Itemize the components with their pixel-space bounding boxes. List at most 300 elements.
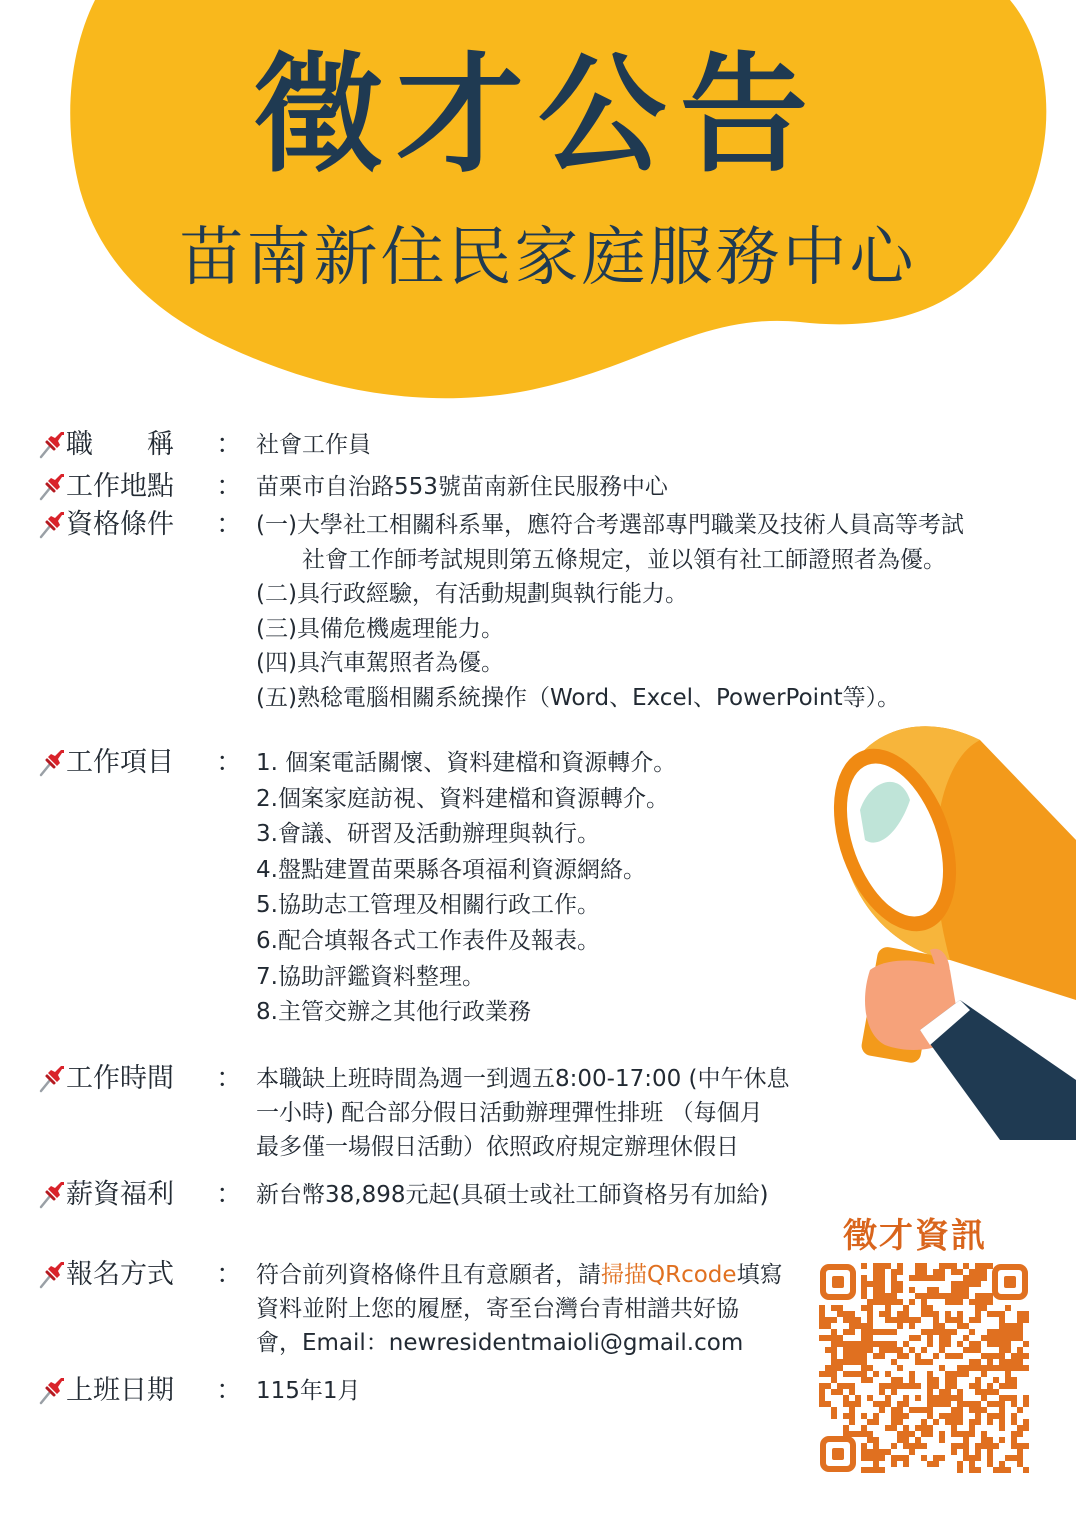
qr-module [879, 1293, 885, 1299]
qr-module [1011, 1443, 1017, 1449]
organization-name: 苗南新住民家庭服務中心 [179, 221, 917, 295]
qr-module [819, 1335, 825, 1341]
location-value: 苗栗市自治路553號苗南新住民服務中心 [256, 474, 668, 500]
qr-module [915, 1395, 921, 1401]
qr-module [891, 1461, 897, 1467]
qr-module [957, 1317, 963, 1323]
qr-module [915, 1383, 921, 1389]
qr-module [1023, 1341, 1029, 1347]
qr-module [981, 1437, 987, 1443]
qr-module [927, 1341, 933, 1347]
qr-module [861, 1431, 867, 1437]
qr-module [999, 1419, 1005, 1425]
qualification-item: 社會工作師考試規則第五條規定，並以領有社工師證照者為優。 [256, 546, 946, 573]
qr-module [999, 1395, 1005, 1401]
qr-module [921, 1329, 927, 1335]
qr-module [873, 1371, 879, 1377]
qr-module [951, 1407, 957, 1413]
hours-line: 本職缺上班時間為週一到週五8:00-17:00 (中午休息 [256, 1066, 790, 1092]
qr-module [933, 1287, 939, 1293]
qr-module [1005, 1377, 1011, 1383]
hours-row [38, 1062, 790, 1164]
qr-module [891, 1407, 897, 1413]
qr-module [933, 1275, 939, 1281]
qr-module [873, 1461, 879, 1467]
qr-module [993, 1365, 999, 1371]
qr-module [939, 1347, 945, 1353]
qr-module [927, 1401, 933, 1407]
qr-module [885, 1329, 891, 1335]
qr-module [909, 1299, 915, 1305]
qr-module [957, 1323, 963, 1329]
colon: ： [216, 747, 243, 778]
qr-module [861, 1347, 867, 1353]
qr-module [867, 1377, 873, 1383]
qr-module [879, 1275, 885, 1281]
qr-module [849, 1389, 855, 1395]
qr-module [819, 1317, 825, 1323]
qr-module [921, 1359, 927, 1365]
qr-module [873, 1293, 879, 1299]
qr-module [891, 1329, 897, 1335]
qr-module [915, 1425, 921, 1431]
qualifications-label: 資格條件 [66, 509, 174, 540]
qr-module [975, 1305, 981, 1311]
qr-module [843, 1353, 849, 1359]
qr-module [867, 1311, 873, 1317]
qr-module [1011, 1383, 1017, 1389]
qr-module [981, 1371, 987, 1377]
qr-module [819, 1305, 825, 1311]
qr-module [915, 1407, 921, 1413]
qr-module [879, 1347, 885, 1353]
qr-module [909, 1383, 915, 1389]
qr-module [987, 1359, 993, 1365]
qr-module [819, 1395, 825, 1401]
qr-module [903, 1305, 909, 1311]
qr-module [975, 1347, 981, 1353]
qr-module [969, 1317, 975, 1323]
qr-module [921, 1419, 927, 1425]
start-date-value: 115年1月 [256, 1378, 361, 1404]
qr-module [849, 1329, 855, 1335]
qr-module [969, 1461, 975, 1467]
qr-module [969, 1383, 975, 1389]
qr-module [867, 1437, 873, 1443]
qr-module [939, 1395, 945, 1401]
qr-module [867, 1449, 873, 1455]
qr-module [945, 1293, 951, 1299]
qr-module [927, 1383, 933, 1389]
qr-module [855, 1353, 861, 1359]
qr-module [951, 1293, 957, 1299]
qr-module [951, 1287, 957, 1293]
qr-module [861, 1425, 867, 1431]
qr-module [999, 1461, 1005, 1467]
qr-module [831, 1335, 837, 1341]
qr-module [969, 1467, 975, 1473]
qr-module [897, 1401, 903, 1407]
qr-module [963, 1263, 969, 1269]
qr-module [1005, 1395, 1011, 1401]
qr-module [891, 1455, 897, 1461]
qr-module [951, 1299, 957, 1305]
qr-module [891, 1377, 897, 1383]
qr-module [987, 1353, 993, 1359]
qr-module [957, 1401, 963, 1407]
qr-module [975, 1389, 981, 1395]
qr-module [987, 1461, 993, 1467]
qr-module [1011, 1377, 1017, 1383]
duties-row [38, 746, 676, 1031]
qr-module [915, 1317, 921, 1323]
qr-module [897, 1419, 903, 1425]
qr-module [897, 1437, 903, 1443]
qr-module [987, 1419, 993, 1425]
qr-module [999, 1359, 1005, 1365]
qr-module [945, 1383, 951, 1389]
qr-module [891, 1287, 897, 1293]
qr-module [867, 1341, 873, 1347]
qr-module [921, 1311, 927, 1317]
qr-module [969, 1407, 975, 1413]
qr-module [861, 1293, 867, 1299]
qr-module [963, 1281, 969, 1287]
qr-module [897, 1317, 903, 1323]
qr-module [1011, 1419, 1017, 1425]
qr-module [969, 1431, 975, 1437]
qr-module [1011, 1395, 1017, 1401]
apply-email-line[interactable]: 會，Email：newresidentmaioli@gmail.com [256, 1330, 744, 1356]
qr-module [969, 1365, 975, 1371]
qr-module [981, 1293, 987, 1299]
qr-module [945, 1395, 951, 1401]
qr-module [873, 1275, 879, 1281]
qr-module [843, 1371, 849, 1377]
qr-module [933, 1293, 939, 1299]
qr-module [999, 1317, 1005, 1323]
qr-module [855, 1317, 861, 1323]
qr-module [873, 1455, 879, 1461]
qr-module [999, 1383, 1005, 1389]
qr-module [1005, 1365, 1011, 1371]
qr-module [987, 1455, 993, 1461]
qr-module [897, 1299, 903, 1305]
megaphone-icon [800, 700, 1076, 1140]
qr-module [831, 1353, 837, 1359]
qr-module [843, 1401, 849, 1407]
qr-module [1017, 1335, 1023, 1341]
qr-module [909, 1377, 915, 1383]
duty-item: 3.會議、研習及活動辦理與執行。 [256, 821, 600, 848]
qr-module [885, 1401, 891, 1407]
qr-module [879, 1383, 885, 1389]
qr-module [969, 1341, 975, 1347]
qr-module [885, 1425, 891, 1431]
qr-module [981, 1299, 987, 1305]
qr-module [843, 1359, 849, 1365]
qr-module [993, 1377, 999, 1383]
qr-module [957, 1293, 963, 1299]
qr-module [891, 1443, 897, 1449]
qr-module [1023, 1311, 1029, 1317]
qr-module [897, 1323, 903, 1329]
pushpin-icon [38, 1376, 66, 1406]
qr-module [885, 1395, 891, 1401]
qr-module [981, 1443, 987, 1449]
qr-module [951, 1329, 957, 1335]
qr-module [849, 1359, 855, 1365]
qr-module [981, 1269, 987, 1275]
qr-module [861, 1377, 867, 1383]
qr-module [969, 1455, 975, 1461]
qr-module [963, 1431, 969, 1437]
qr-module [1017, 1323, 1023, 1329]
qr-module [969, 1419, 975, 1425]
qr-module [927, 1431, 933, 1437]
qr-module [861, 1341, 867, 1347]
qr-module [939, 1455, 945, 1461]
qr-module [987, 1263, 993, 1269]
qr-module [903, 1443, 909, 1449]
colon: ： [216, 429, 243, 460]
qr-module [975, 1377, 981, 1383]
qr-module [975, 1341, 981, 1347]
qr-module [1011, 1353, 1017, 1359]
qr-module [945, 1299, 951, 1305]
qr-module [987, 1293, 993, 1299]
qr-module [1017, 1461, 1023, 1467]
apply-label: 報名方式 [66, 1259, 174, 1290]
qr-module [849, 1407, 855, 1413]
qr-module [993, 1341, 999, 1347]
qr-module [855, 1401, 861, 1407]
qr-module [921, 1263, 927, 1269]
qr-module [909, 1323, 915, 1329]
qr-module [933, 1323, 939, 1329]
qr-module [993, 1329, 999, 1335]
qr-module [891, 1359, 897, 1365]
qr-module [879, 1269, 885, 1275]
qr-module [921, 1455, 927, 1461]
qr-module [867, 1305, 873, 1311]
qr-module [1023, 1365, 1029, 1371]
qr-module [843, 1347, 849, 1353]
qr-module [1017, 1407, 1023, 1413]
qr-module [1011, 1323, 1017, 1329]
qr-module [885, 1383, 891, 1389]
qr-module [927, 1305, 933, 1311]
qr-module [987, 1383, 993, 1389]
qr-module [867, 1329, 873, 1335]
qr-module [927, 1359, 933, 1365]
qr-module [969, 1401, 975, 1407]
qr-module [933, 1401, 939, 1407]
qr-module [873, 1353, 879, 1359]
duty-item: 5.協助志工管理及相關行政工作。 [256, 892, 600, 919]
qr-module [897, 1455, 903, 1461]
qr-module [897, 1407, 903, 1413]
qr-module [1005, 1329, 1011, 1335]
qr-module [891, 1293, 897, 1299]
qr-module [945, 1329, 951, 1335]
qr-module [963, 1323, 969, 1329]
qr-module [927, 1395, 933, 1401]
salary-row [38, 1178, 768, 1212]
qr-module [915, 1335, 921, 1341]
qr-module [915, 1293, 921, 1299]
qr-module [945, 1419, 951, 1425]
qr-module [963, 1347, 969, 1353]
pushpin-icon [38, 430, 66, 460]
qr-module [951, 1269, 957, 1275]
qr-module [957, 1371, 963, 1377]
qualifications-list [256, 508, 964, 716]
qr-module [975, 1299, 981, 1305]
qr-module [879, 1353, 885, 1359]
qr-module [981, 1335, 987, 1341]
hours-label: 工作時間 [66, 1063, 174, 1094]
qr-module [915, 1353, 921, 1359]
qr-module [879, 1449, 885, 1455]
qr-module [831, 1347, 837, 1353]
qr-module [879, 1455, 885, 1461]
location-row [38, 470, 668, 504]
qr-module [1017, 1365, 1023, 1371]
qr-module [903, 1461, 909, 1467]
qr-module [921, 1293, 927, 1299]
qr-module [825, 1317, 831, 1323]
qr-module [987, 1401, 993, 1407]
qr-module [1005, 1359, 1011, 1365]
qr-module [861, 1449, 867, 1455]
qr-module [849, 1341, 855, 1347]
qr-module [933, 1395, 939, 1401]
qr-module [891, 1269, 897, 1275]
qr-module [957, 1419, 963, 1425]
qr-module [921, 1275, 927, 1281]
pushpin-icon [38, 510, 66, 540]
qr-module [969, 1275, 975, 1281]
qr-module [957, 1431, 963, 1437]
qr-module [951, 1425, 957, 1431]
qr-module [1011, 1455, 1017, 1461]
qualification-item: (三)具備危機處理能力。 [256, 615, 504, 642]
colon: ： [216, 1375, 243, 1406]
qr-module [1017, 1359, 1023, 1365]
qr-module [891, 1389, 897, 1395]
qr-module [903, 1425, 909, 1431]
qr-module [873, 1329, 879, 1335]
qr-module [939, 1413, 945, 1419]
qr-module [909, 1317, 915, 1323]
apply-text-pre: 符合前列資格條件且有意願者，請 [256, 1262, 601, 1288]
qr-module [921, 1269, 927, 1275]
qr-module [915, 1263, 921, 1269]
qr-code-icon[interactable] [818, 1262, 1030, 1474]
qr-module [957, 1269, 963, 1275]
qr-module [861, 1275, 867, 1281]
pushpin-icon [38, 1260, 66, 1290]
qr-module [849, 1413, 855, 1419]
qr-module [921, 1299, 927, 1305]
qr-module [837, 1389, 843, 1395]
qr-module [975, 1407, 981, 1413]
qr-module [1017, 1449, 1023, 1455]
qr-module [951, 1383, 957, 1389]
qr-module [951, 1443, 957, 1449]
qr-module [897, 1281, 903, 1287]
qr-module [999, 1401, 1005, 1407]
qr-module [921, 1407, 927, 1413]
qr-module [837, 1305, 843, 1311]
qr-module [819, 1383, 825, 1389]
colon: ： [216, 1063, 243, 1094]
qr-module [825, 1335, 831, 1341]
qr-module [831, 1359, 837, 1365]
qr-module [885, 1293, 891, 1299]
qr-module [951, 1317, 957, 1323]
qr-module [1023, 1419, 1029, 1425]
qr-module [891, 1425, 897, 1431]
qr-module [855, 1371, 861, 1377]
qr-module [939, 1401, 945, 1407]
qr-module [939, 1293, 945, 1299]
qr-module [999, 1437, 1005, 1443]
qr-module [999, 1413, 1005, 1419]
qr-module [909, 1449, 915, 1455]
hours-line: 一小時) 配合部分假日活動辦理彈性排班 （每個月 [256, 1100, 763, 1126]
qr-module [909, 1431, 915, 1437]
qr-module [927, 1377, 933, 1383]
qr-module [837, 1311, 843, 1317]
qr-module [945, 1413, 951, 1419]
qr-module [927, 1389, 933, 1395]
qr-module [873, 1449, 879, 1455]
qr-module [921, 1425, 927, 1431]
qr-module [897, 1365, 903, 1371]
qr-module [1011, 1437, 1017, 1443]
qr-module [951, 1395, 957, 1401]
qr-module [927, 1335, 933, 1341]
qr-module [879, 1263, 885, 1269]
qr-module [933, 1353, 939, 1359]
qr-module [957, 1281, 963, 1287]
qr-module [999, 1467, 1005, 1473]
qr-module [993, 1335, 999, 1341]
qr-module [903, 1437, 909, 1443]
qr-module [963, 1335, 969, 1341]
qr-module [957, 1461, 963, 1467]
qr-module [891, 1299, 897, 1305]
qr-module [879, 1329, 885, 1335]
qr-module [993, 1311, 999, 1317]
qr-module [825, 1401, 831, 1407]
qr-module [1023, 1425, 1029, 1431]
qr-module [831, 1365, 837, 1371]
qr-module [951, 1353, 957, 1359]
qr-module [957, 1443, 963, 1449]
duty-item: 2.個案家庭訪視、資料建檔和資源轉介。 [256, 785, 669, 812]
duty-item: 4.盤點建置苗栗縣各項福利資源網絡。 [256, 856, 646, 883]
qr-module [927, 1275, 933, 1281]
qr-module [975, 1383, 981, 1389]
qr-module [939, 1263, 945, 1269]
qr-module [981, 1389, 987, 1395]
qr-module [879, 1341, 885, 1347]
qr-module [933, 1329, 939, 1335]
qr-module [867, 1455, 873, 1461]
